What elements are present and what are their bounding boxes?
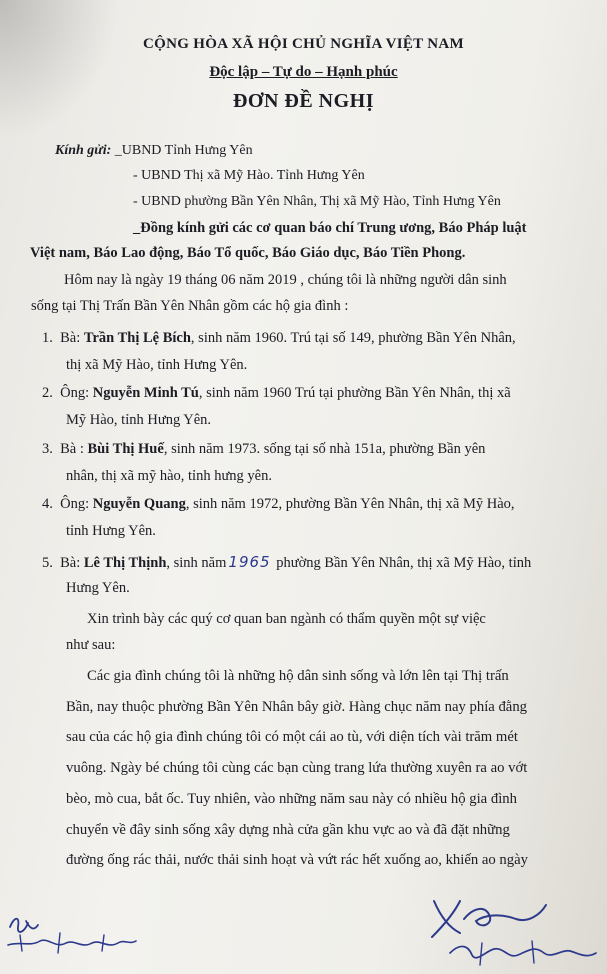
household-2-number: 2.	[42, 385, 53, 401]
motto	[0, 64, 607, 81]
household-4-name: Nguyễn Quang	[92, 496, 186, 512]
recipient-cc-line-1: _Đồng kính gửi các cơ quan báo chí Trung ương, Báo Pháp luật	[133, 220, 527, 236]
recipient-cc-line-2: Việt nam, Báo Lao động, Báo Tổ quốc, Báo Giáo dục, Báo Tiền Phong.	[30, 245, 466, 261]
household-2-name: Nguyễn Minh Tú	[92, 385, 199, 401]
body-p2-line: Các gia đình chúng tôi là những hộ dân sinh sống và lớn lên tại Thị trấn	[87, 668, 509, 684]
body-p2-line: vuông. Ngày bé chúng tôi cùng các bạn cùng trang lứa thường xuyên ra ao vớt	[66, 760, 528, 776]
household-5	[42, 553, 531, 572]
motto-text: Độc lập – Tự do – Hạnh phúc	[209, 64, 398, 80]
recipient-line-3: - UBND phường Bần Yên Nhân, Thị xã Mỹ Hào, Tỉnh Hưng Yên	[133, 194, 501, 209]
household-1-title: Bà:	[60, 330, 84, 346]
intro-line-1: Hôm nay là ngày 19 tháng 06 năm 2019 , chúng tôi là những người dân sinh	[64, 272, 507, 288]
document-title: ĐƠN ĐỀ NGHỊ	[232, 90, 375, 112]
handwritten-year: 1965	[228, 553, 271, 571]
household-3-name: Bùi Thị Huế	[87, 441, 164, 457]
body-p2-line: đường ống rác thải, nước thải sinh hoạt và vứt rác hết xuống ao, khiến ao ngày	[66, 852, 528, 868]
household-2-details: , sinh năm 1960 Trú tại phường Bần Yên Nhân, thị xã	[198, 385, 511, 401]
right-signature	[420, 893, 607, 974]
household-4-line-2: tỉnh Hưng Yên.	[66, 523, 156, 539]
household-5-title: Bà:	[60, 555, 84, 571]
household-2-line-2: Mỹ Hào, tỉnh Hưng Yên.	[66, 412, 212, 428]
left-signature	[0, 905, 150, 974]
household-3-number: 3.	[42, 441, 53, 457]
household-2	[42, 385, 511, 402]
body-p1-line-2: như sau:	[66, 637, 116, 653]
recipient-first: _UBND Tỉnh Hưng Yên	[111, 143, 253, 158]
household-1-details: , sinh năm 1960. Trú tại số 149, phường Bần Yên Nhân,	[190, 330, 516, 346]
household-5-details-b: phường Bần Yên Nhân, thị xã Mỹ Hào, tỉnh	[272, 555, 532, 571]
recipient-label: Kính gửi:	[55, 143, 112, 158]
household-4-number: 4.	[42, 496, 53, 512]
body-p1-line-1: Xin trình bày các quý cơ quan ban ngành có thẩm quyền một sự việc	[87, 611, 486, 627]
household-4-title: Ông:	[60, 496, 93, 512]
household-2-title: Ông:	[60, 385, 93, 401]
household-3-line-2: nhân, thị xã mỹ hào, tỉnh hưng yên.	[66, 468, 272, 484]
recipient-line-1	[55, 143, 253, 159]
household-1-line-2: thị xã Mỹ Hào, tỉnh Hưng Yên.	[66, 357, 248, 373]
household-1-name: Trần Thị Lệ Bích	[83, 330, 191, 346]
household-3-details: , sinh năm 1973. sống tại số nhà 151a, phường Bần yên	[163, 441, 486, 457]
body-p2-line: Bần, nay thuộc phường Bần Yên Nhân bây giờ. Hàng chục năm nay phía đằng	[66, 699, 528, 715]
household-4	[42, 496, 515, 513]
household-1-number: 1.	[42, 330, 53, 346]
recipient-line-2: - UBND Thị xã Mỹ Hào. Tỉnh Hưng Yên	[133, 168, 365, 183]
household-5-number: 5.	[42, 555, 53, 571]
household-5-name: Lê Thị Thịnh	[83, 555, 167, 571]
household-1	[42, 330, 516, 347]
body-p2-line: chuyển về đây sinh sống xây dựng nhà cửa gần khu vực ao và đã đặt những	[66, 822, 510, 838]
household-5-line-2: Hưng Yên.	[66, 580, 130, 596]
household-3	[42, 441, 485, 458]
country-heading: CỘNG HÒA XÃ HỘI CHỦ NGHĨA VIỆT NAM	[143, 36, 464, 52]
household-3-title: Bà :	[60, 441, 88, 457]
body-p2-line: bèo, mò cua, bắt ốc. Tuy nhiên, vào những năm sau này có nhiều hộ gia đình	[66, 791, 517, 807]
household-5-details-a: , sinh năm	[166, 555, 227, 571]
body-p2-line: sau của các hộ gia đình chúng tôi có một cái ao tù, với diện tích vài trăm mét	[66, 729, 518, 745]
household-4-details: , sinh năm 1972, phường Bần Yên Nhân, thị xã Mỹ Hào,	[185, 496, 515, 512]
intro-line-2: sống tại Thị Trấn Bần Yên Nhân gồm các hộ gia đình :	[31, 298, 349, 314]
